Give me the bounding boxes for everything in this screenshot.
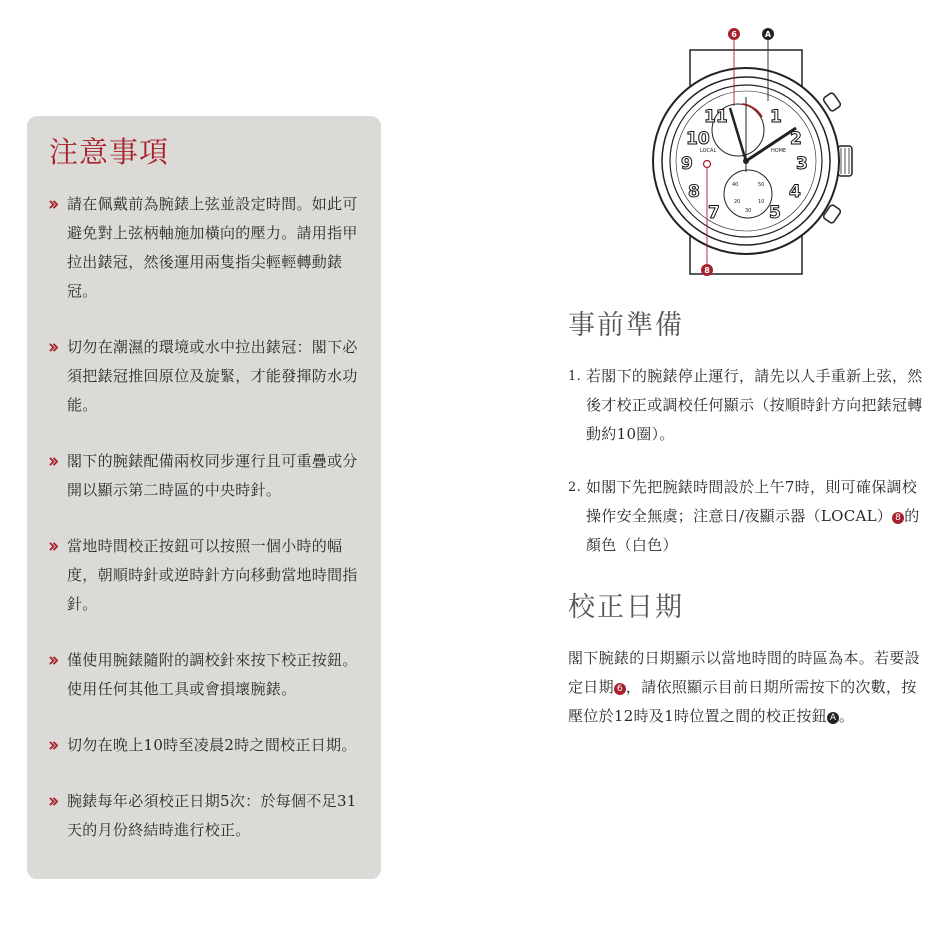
prep-number: 2. [568, 480, 582, 495]
hour-numeral: 11 [704, 107, 728, 127]
watch-illustration [650, 22, 865, 280]
pusher-top [822, 92, 841, 112]
notice-text: 閣下的腕錶配備兩枚同步運行且可重疊或分開以顯示第二時區的中央時針。 [67, 452, 358, 499]
marker-8-icon: 8 [892, 512, 904, 524]
subdial-numeral: 20 [734, 199, 741, 205]
notice-text: 請在佩戴前為腕錶上弦並設定時間。如此可避免對上弦柄軸施加橫向的壓力。請用指甲拉出錶冠，然後運用兩隻指尖輕輕轉動錶冠。 [67, 195, 358, 300]
prep-number: 1. [568, 369, 582, 384]
date-text-middle: ，請依照顯示目前日期所需按下的次數，按壓位於12時及1時位置之間的校正按鈕 [568, 678, 917, 725]
date-text-end: 。 [839, 707, 855, 725]
notice-text: 當地時間校正按鈕可以按照一個小時的幅度，朝順時針或逆時針方向移動當地時間指針。 [67, 537, 358, 613]
bullet-icon [49, 542, 58, 551]
prep-item [568, 362, 928, 449]
marker-a-icon: A [827, 712, 839, 724]
subdial-numeral: 40 [732, 182, 739, 188]
date-text: 閣下腕錶的日期顯示以當地時間的時區為本。若要設定日期 [568, 649, 920, 696]
hour-numeral: 7 [708, 203, 720, 223]
callout-label: 6 [731, 30, 737, 39]
hour-numeral: 2 [790, 129, 802, 149]
notice-item [49, 190, 361, 306]
hour-numeral: 5 [769, 203, 781, 223]
prep-list [568, 362, 928, 560]
prep-text: 若閣下的腕錶停止運行，請先以人手重新上弦，然後才校正或調校任何顯示（按順時針方向把錶冠轉動約10圈）。 [586, 367, 923, 443]
notice-list [49, 190, 361, 845]
subdial-numeral: 50 [758, 182, 765, 188]
notice-item [49, 532, 361, 619]
notice-text: 僅使用腕錶隨附的調校針來按下校正按鈕。使用任何其他工具或會損壞腕錶。 [67, 651, 358, 698]
notice-item [49, 787, 361, 845]
notice-item [49, 731, 361, 760]
bullet-icon [49, 797, 58, 806]
dial-label-local: LOCAL [700, 148, 717, 154]
date-title: 校正日期 [568, 592, 684, 623]
marker-6-icon: 6 [614, 683, 626, 695]
prep-text-tail: 的顏色（白色） [586, 507, 920, 554]
hour-numeral: 4 [789, 182, 801, 202]
prep-item [568, 473, 928, 560]
prep-title: 事前準備 [568, 310, 684, 341]
notice-text: 腕錶每年必須校正日期5次：於每個不足31天的月份終結時進行校正。 [67, 792, 357, 839]
prep-text: 如閣下先把腕錶時間設於上午7時，則可確保調校操作安全無虞；注意日/夜顯示器（LOCAL） [586, 478, 918, 525]
notice-item [49, 646, 361, 704]
callout-label: A [764, 30, 772, 39]
callout-label: 8 [704, 266, 710, 275]
subdial-numeral: 30 [745, 208, 752, 214]
bullet-icon [49, 457, 58, 466]
date-body [568, 644, 928, 731]
notice-item [49, 333, 361, 420]
bullet-icon [49, 200, 58, 209]
notice-text: 切勿在晚上10時至凌晨2時之間校正日期。 [67, 736, 357, 754]
notice-text: 切勿在潮濕的環境或水中拉出錶冠：閣下必須把錶冠推回原位及旋緊，才能發揮防水功能。 [67, 338, 358, 414]
notice-title: 注意事項 [49, 135, 170, 169]
bullet-icon [49, 343, 58, 352]
hour-numeral: 9 [681, 154, 693, 174]
hour-numeral: 3 [796, 154, 808, 174]
hour-numeral: 8 [688, 182, 700, 202]
hour-numeral: 10 [686, 129, 710, 149]
bullet-icon [49, 741, 58, 750]
hour-numeral: 1 [770, 107, 782, 127]
notice-item [49, 447, 361, 505]
day-night-indicator [704, 161, 711, 168]
dial-label-home: HOME [771, 148, 787, 154]
notice-panel [27, 116, 381, 879]
subdial-numeral: 10 [758, 199, 765, 205]
bullet-icon [49, 656, 58, 665]
